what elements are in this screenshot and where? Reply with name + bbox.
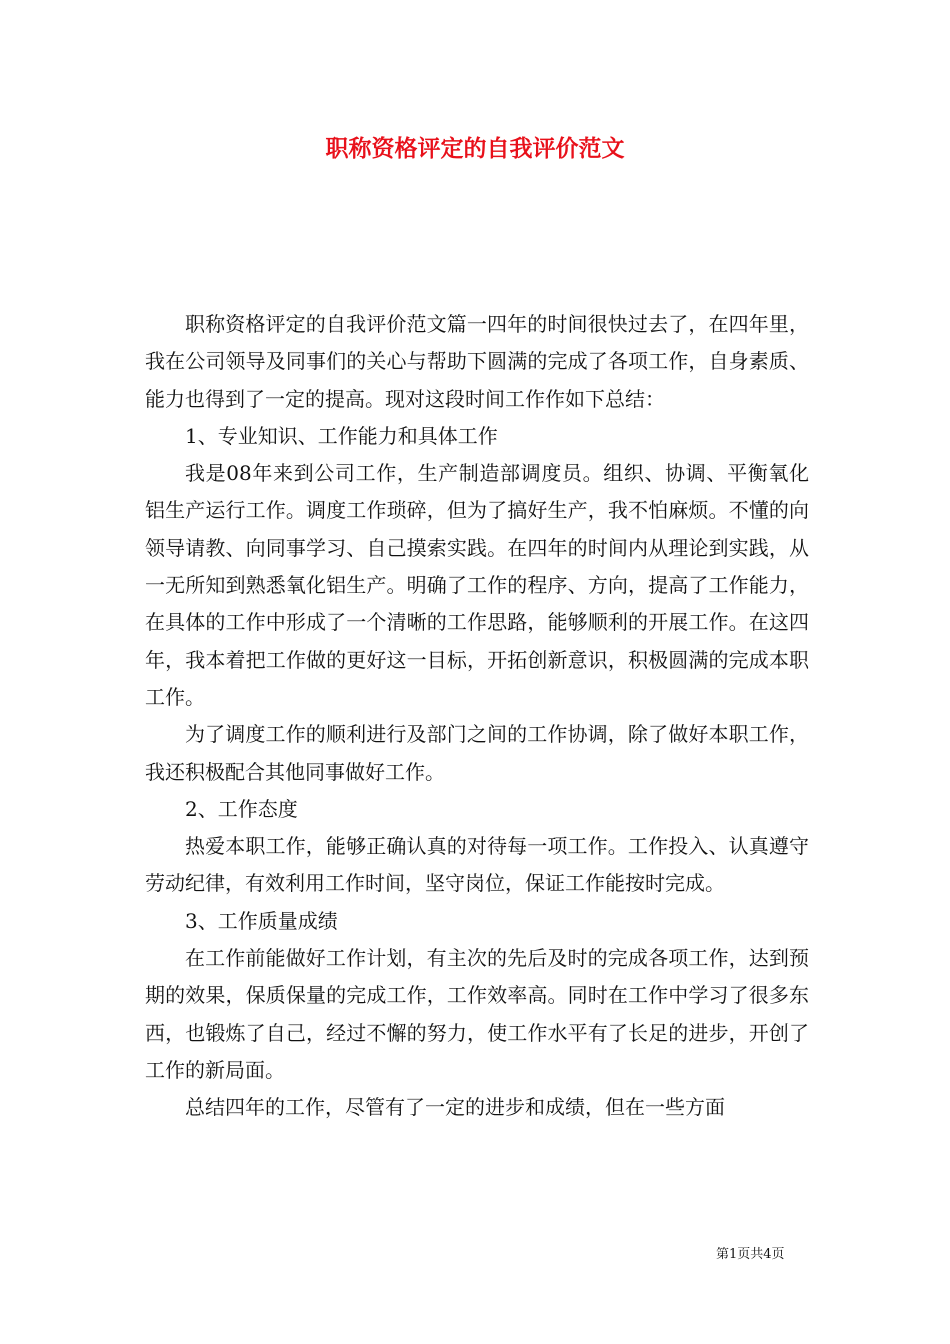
paragraph-section-2: 热爱本职工作，能够正确认真的对待每一项工作。工作投入、认真遵守劳动纪律，有效利用工作时间，坚守岗位，保证工作能按时完成。 [145,834,809,896]
heading-section-2: 2、工作态度 [185,796,298,821]
page-number: 第1页共4页 [716,1247,785,1262]
paragraph-section-3: 在工作前能做好工作计划，有主次的先后及时的完成各项工作，达到预期的效果，保质保量的完成工作，工作效率高。同时在工作中学习了很多东西，也锻炼了自己，经过不懈的努力，使工作水平有了长足的进步，开创了工作的新局面。 [145,946,809,1082]
document-body [145,306,809,1127]
paragraph-intro: 职称资格评定的自我评价范文篇一四年的时间很快过去了，在四年里，我在公司领导及同事们的关心与帮助下圆满的完成了各项工作，自身素质、能力也得到了一定的提高。现对这段时间工作作如下总结： [145,312,809,411]
paragraph-section-1-cont: 为了调度工作的顺利进行及部门之间的工作协调，除了做好本职工作，我还积极配合其他同事做好工作。 [145,722,809,784]
document-title: 职称资格评定的自我评价范文 [325,135,625,162]
heading-section-1: 1、专业知识、工作能力和具体工作 [185,423,498,448]
paragraph-section-1: 我是08年来到公司工作，生产制造部调度员。组织、协调、平衡氧化铝生产运行工作。调度工作琐碎，但为了搞好生产，我不怕麻烦。不懂的向领导请教、向同事学习、自己摸索实践。在四年的时间内从理论到实践，从一无所知到熟悉氧化铝生产。明确了工作的程序、方向，提高了工作能力，在具体的工作中形成了一个清晰的工作思路，能够顺利的开展工作。在这四年，我本着把工作做的更好这一目标，开拓创新意识，积极圆满的完成本职工作。 [145,461,809,709]
heading-section-3: 3、工作质量成绩 [185,908,338,933]
paragraph-summary: 总结四年的工作，尽管有了一定的进步和成绩，但在一些方面 [185,1095,725,1120]
